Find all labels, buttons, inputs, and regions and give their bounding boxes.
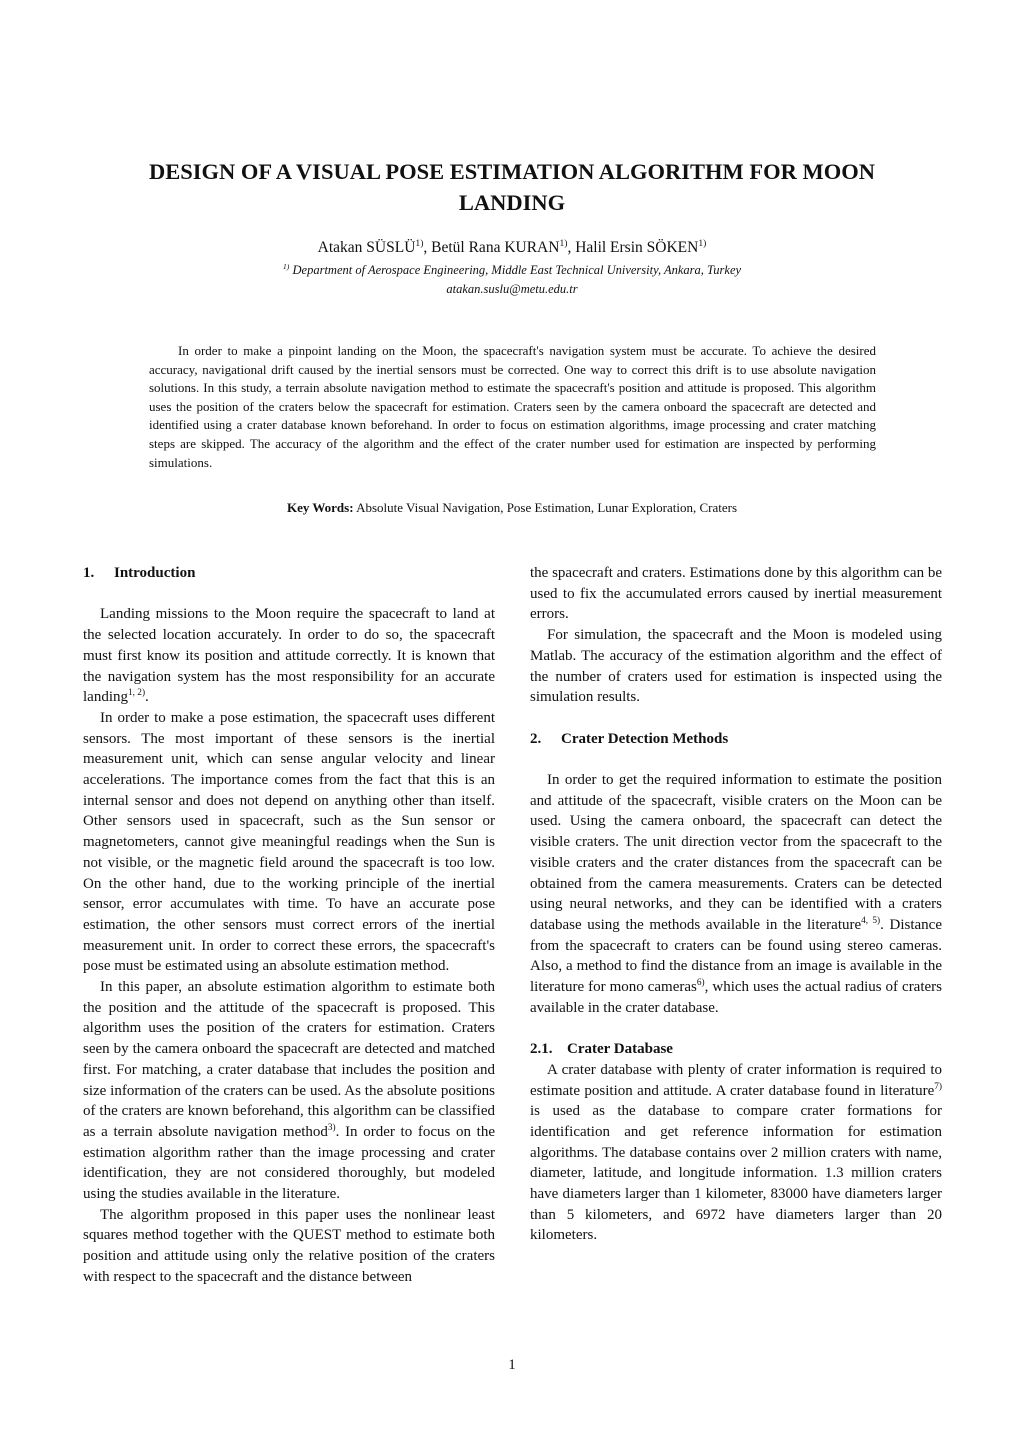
author-affil-sup: 1) [698, 237, 707, 249]
author-name: Atakan SÜSLÜ [317, 239, 416, 256]
citation: 4, 5) [861, 915, 881, 926]
paragraph [83, 604, 495, 708]
section-heading-crater-detection [530, 729, 942, 750]
paragraph [83, 977, 495, 1205]
author-separator: , [567, 239, 576, 256]
keywords [0, 499, 1024, 517]
paragraph-text: In order to get the required information to estimate the position and attitude of the spacecraft, visible craters on the Moon can be used. Using the camera onboard, the spacecraft can detect the visible craters. The unit direction vector from the spacecraft to the visible craters and the crater distances from the spacecraft can be obtained from the camera measurements. Craters can be detected using neural networks, and they can be identified with a craters database using the methods available in the literature [530, 772, 942, 933]
paragraph-text: . In order to focus on the estimation algorithm rather than the image processing and crater identification, they are not considered thoroughly, but modeled using the studies available in the literature. [83, 1123, 495, 1203]
paragraph-text: . Distance from the spacecraft to craters can be found using stereo cameras. Also, a method to find the distance from an image is available in the literature for mono cameras [530, 916, 942, 996]
citation: 6) [696, 978, 705, 989]
keywords-label: Key Words: [286, 500, 354, 515]
section-title: Introduction [114, 565, 196, 581]
author-name: Halil Ersin SÖKEN [575, 239, 699, 256]
section-number: 1. [83, 565, 95, 581]
citation: 3) [327, 1122, 336, 1133]
affiliation-text: Department of Aerospace Engineering, Middle East Technical University, Ankara, Turkey [292, 263, 742, 277]
paragraph: In order to make a pose estimation, the spacecraft uses different sensors. The most important of these sensors is the inertial measurement unit, which can sense angular velocity and linear accelerations. The importance comes from the fact that this is an internal sensor and does not depend on anything other than itself. Other sensors used in spacecraft, such as the Sun sensor or magnetometers, cannot give meaningful readings when the Sun is not visible, or the magnetic field around the spacecraft is too low. On the other hand, due to the working principle of the inertial sensor, error accumulates with time. To have an accurate pose estimation, the other sensors must correct errors of the inertial measurement unit. In order to correct these errors, the spacecraft's pose must be estimated using an absolute estimation method. [83, 709, 495, 975]
paragraph: The algorithm proposed in this paper uses the nonlinear least squares method together with the QUEST method to estimate both position and attitude using only the relative position of the craters with respect to the spacecraft and the distance between [83, 1206, 495, 1285]
keywords-text: Absolute Visual Navigation, Pose Estimation, Lunar Exploration, Craters [353, 500, 738, 515]
author-separator: , [423, 239, 432, 256]
subsection-heading-crater-database [530, 1039, 942, 1060]
paragraph: For simulation, the spacecraft and the Moon is modeled using Matlab. The accuracy of the estimation algorithm and the effect of the number of craters used for estimation is inspected using the simulation results. [530, 627, 942, 706]
left-column [83, 563, 495, 1288]
affiliation-sup: 1) [282, 261, 290, 271]
paragraph-text: is used as the database to compare crater formations for identification and get reference information for estimation algorithms. The database contains over 2 million craters with name, diameter, latitude, and longitude information. 1.3 million craters have diameters larger than 1 kilometer, 83000 have diameters larger than 5 kilometers, and 6972 have diameters larger than 20 kilometers. [530, 1103, 942, 1244]
citation: 1, 2) [128, 688, 146, 699]
affiliation [0, 261, 1024, 279]
paper-title: DESIGN OF A VISUAL POSE ESTIMATION ALGORITHM FOR MOON LANDING [149, 159, 875, 215]
paragraph-text: , which uses the actual radius of craters available in the crater database. [530, 979, 942, 1016]
paragraph-text: . [145, 689, 149, 706]
section-title: Crater Detection Methods [561, 730, 729, 747]
paragraph [530, 1060, 942, 1246]
author-email: atakan.suslu@metu.edu.tr [446, 282, 578, 296]
author-affil-sup: 1) [559, 237, 568, 249]
subsection-title: Crater Database [567, 1041, 673, 1058]
paragraph-text: Landing missions to the Moon require the spacecraft to land at the selected location accurately. In order to do so, the spacecraft must first know its position and attitude correctly. It is known that the navigation system has the most responsibility for an accurate landing [83, 606, 495, 706]
author-affil-sup: 1) [415, 237, 424, 249]
subsection-number: 2.1. [530, 1041, 553, 1058]
page-number: 1 [508, 1357, 516, 1373]
section-number: 2. [530, 730, 542, 747]
author-list [0, 238, 1024, 258]
paragraph-text: In this paper, an absolute estimation algorithm to estimate both the position and the attitude of the spacecraft is proposed. This algorithm uses the position of the craters for estimation. Craters seen by the camera onboard the spacecraft are detected and matched first. For matching, a crater database that includes the position and size information of the craters can be used. As the absolute positions of the craters are known beforehand, this algorithm can be classified as a terrain absolute navigation method [83, 979, 495, 1140]
abstract: In order to make a pinpoint landing on the Moon, the spacecraft's navigation system must be accurate. To achieve the desired accuracy, navigational drift caused by the inertial sensors must be corrected. One way to correct this drift is to use absolute navigation solutions. In this study, a terrain absolute navigation method to estimate the spacecraft's position and attitude is proposed. This algorithm uses the position of the craters below the spacecraft for estimation. Craters seen by the camera onboard the spacecraft are detected and identified using a crater database known beforehand. In order to focus on estimation algorithms, image processing and crater matching steps are skipped. The accuracy of the algorithm and the effect of the crater number used for estimation are inspected by performing simulations. [149, 343, 876, 470]
paragraph-continued: the spacecraft and craters. Estimations done by this algorithm can be used to fix the accumulated errors caused by inertial measurement errors. [530, 565, 942, 623]
paragraph [530, 770, 942, 1018]
author-name: Betül Rana KURAN [431, 239, 560, 256]
paragraph-text: A crater database with plenty of crater information is required to estimate position and attitude. A crater database found in literature [530, 1061, 942, 1099]
citation: 7) [934, 1081, 942, 1092]
right-column [530, 563, 942, 1246]
section-heading-introduction [83, 563, 495, 584]
